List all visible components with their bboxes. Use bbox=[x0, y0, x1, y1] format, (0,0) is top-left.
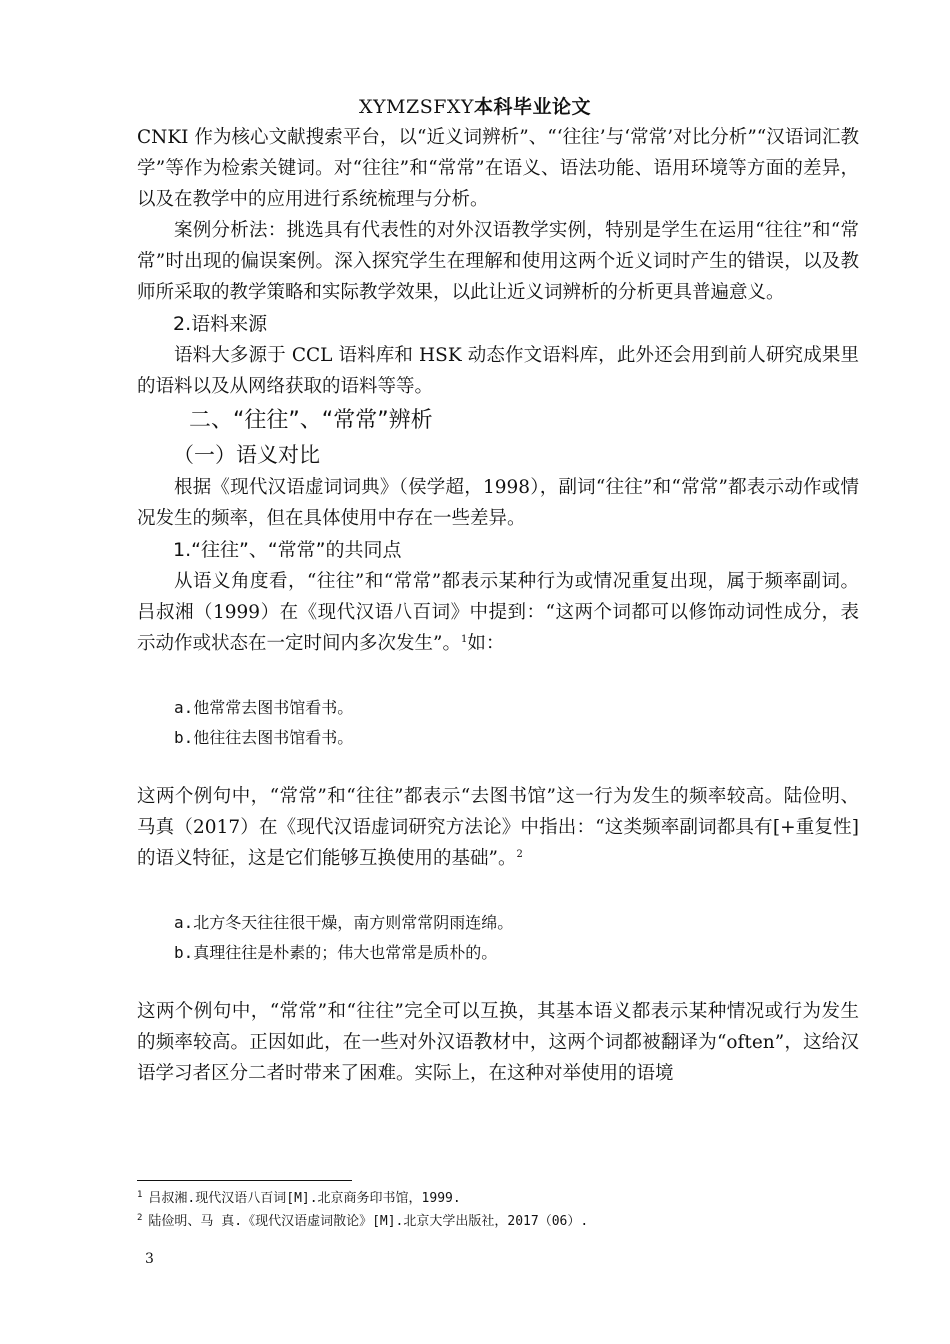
footnote-ref-2[interactable]: 2 bbox=[516, 849, 523, 860]
paragraph-dictionary: 根据《现代汉语虚词词典》（侯学超，1998），副词“往往”和“常常”都表示动作或情况发生的频率，但在具体使用中存在一些差异。 bbox=[137, 477, 859, 529]
paragraph-semantic-view bbox=[137, 566, 859, 659]
paragraph-cnki: CNKI 作为核心文献搜索平台，以“近义词辨析”、“‘往往’与‘常常’对比分析”“汉语词汇教学”等作为检索关键词。对“往往”和“常常”在语义、语法功能、语用环境等方面的差异，以及在教学中的应用进行系统梳理与分析。 bbox=[137, 127, 859, 210]
heading-common-points: 1.“往往”、“常常”的共同点 bbox=[173, 539, 402, 561]
body-text bbox=[137, 122, 859, 1089]
header-title: 本科毕业论文 bbox=[473, 96, 591, 118]
paragraph-semantic-view-tail: 如： bbox=[467, 633, 505, 654]
footnote-1-text: 吕叔湘.现代汉语八百词[M].北京商务印书馆，1999. bbox=[148, 1191, 461, 1206]
example-2b: b.真理往往是朴素的；伟大也常常是质朴的。 bbox=[174, 943, 498, 962]
footnote-2-text: 陆俭明、马 真.《现代汉语虚词散论》[M].北京大学出版社，2017（06）. bbox=[148, 1214, 589, 1229]
example-1a: a.他常常去图书馆看书。 bbox=[174, 698, 354, 717]
footnote-1-number: 1 bbox=[137, 1190, 143, 1200]
footnotes bbox=[137, 1187, 859, 1233]
footnote-2 bbox=[137, 1210, 859, 1233]
heading-semantic-comparison: （一）语义对比 bbox=[173, 443, 320, 467]
paragraph-frequency-text: 这两个例句中，“常常”和“往往”都表示“去图书馆”这一行为发生的频率较高。陆俭明、马真（2017）在《现代汉语虚词研究方法论》中指出：“这类频率副词都具有[+重复性]的语义特征，这是它们能够互换使用的基础”。 bbox=[137, 786, 859, 869]
paragraph-semantic-view-text: 从语义角度看，“往往”和“常常”都表示某种行为或情况重复出现，属于频率副词。吕叔湘（1999）在《现代汉语八百词》中提到：“这两个词都可以修饰动词性成分，表示动作或状态在一定时间内多次发生”。 bbox=[137, 571, 859, 654]
header-code: XYMZSFXY bbox=[358, 96, 474, 118]
paragraph-frequency bbox=[137, 781, 859, 874]
example-1b: b.他往往去图书馆看书。 bbox=[174, 728, 354, 747]
paragraph-case-analysis: 案例分析法：挑选具有代表性的对外汉语教学实例，特别是学生在运用“往往”和“常常”时出现的偏误案例。深入探究学生在理解和使用这两个近义词时产生的错误，以及教师所采取的教学策略和实际教学效果，以此让近义词辨析的分析更具普遍意义。 bbox=[137, 220, 859, 303]
footnote-divider bbox=[137, 1180, 352, 1181]
footnote-ref-1[interactable]: 1 bbox=[460, 634, 468, 645]
paragraph-interchangeable: 这两个例句中，“常常”和“往往”完全可以互换，其基本语义都表示某种情况或行为发生的频率较高。正因如此，在一些对外汉语教材中，这两个词都被翻译为“often”，这给汉语学习者区分二者时带来了困难。实际上，在这种对举使用的语境 bbox=[137, 1001, 859, 1084]
heading-corpus-source: 2.语料来源 bbox=[173, 313, 268, 335]
page-header bbox=[0, 92, 950, 119]
paragraph-corpus: 语料大多源于 CCL 语料库和 HSK 动态作文语料库，此外还会用到前人研究成果里的语料以及从网络获取的语料等等。 bbox=[137, 345, 859, 397]
example-2a: a.北方冬天往往很干燥，南方则常常阴雨连绵。 bbox=[174, 913, 514, 932]
footnote-2-number: 2 bbox=[137, 1213, 143, 1223]
heading-chapter-two: 二、“往往”、“常常”辨析 bbox=[189, 408, 433, 433]
page-number: 3 bbox=[145, 1251, 154, 1267]
footnote-1 bbox=[137, 1187, 859, 1210]
